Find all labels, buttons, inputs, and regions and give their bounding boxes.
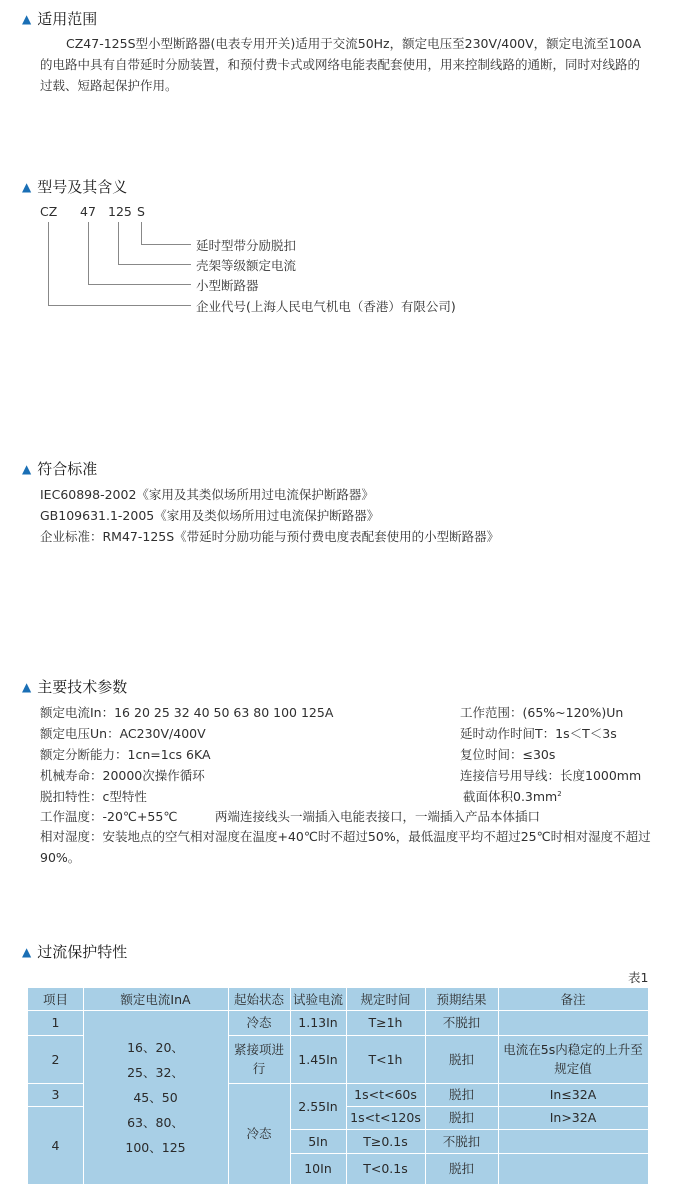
param-connection-note: 两端连接线头一端插入电能表接口，一端插入产品本体插口 — [215, 809, 541, 824]
param-humidity: 相对湿度：安装地点的空气相对湿度在温度+40℃时不超过50%，最低温度平均不超过25℃时相对湿度不超过90%。 — [40, 829, 651, 865]
table-start-state-cell: 冷态 — [246, 1126, 272, 1141]
table-header-cell: 备注 — [560, 991, 586, 1007]
section-title-standards: ▲ 符合标准 — [22, 460, 98, 478]
connector-line — [141, 222, 142, 244]
table-header-cell: 规定时间 — [360, 991, 411, 1007]
param-right: 连接信号用导线：长度1000mm — [460, 768, 642, 783]
section-title-overcurrent: ▲ 过流保护特性 — [22, 943, 128, 961]
table-header-cell: 项目 — [42, 991, 68, 1007]
triangle-bullet-icon: ▲ — [22, 945, 32, 959]
triangle-bullet-icon: ▲ — [22, 462, 32, 476]
param-temperature: 工作温度：-20℃+55℃ — [40, 809, 178, 824]
table-test-current-cell: 2.55In — [298, 1098, 338, 1114]
table-time-cell: T≥1h — [368, 1015, 403, 1030]
table-rated-current-cell: 16、20、 25、32、 45、50 63、80、 100、125 — [125, 1040, 186, 1155]
section-title-params: ▲ 主要技术参数 — [22, 678, 128, 696]
table-item-cell: 1 — [51, 1015, 60, 1030]
param-right: 截面体积$0.3mm^2$ — [463, 789, 562, 804]
standard-line: IEC60898-2002《家用及其类似场所用过电流保护断路器》 — [40, 487, 374, 502]
table-result-cell: 不脱扣 — [442, 1015, 481, 1030]
model-code-s: S — [137, 204, 145, 219]
table-start-state-cell: 冷态 — [246, 1015, 272, 1030]
model-code-cz: CZ — [40, 204, 58, 219]
table-test-current-cell: 10In — [304, 1161, 332, 1176]
table-label: 表1 — [628, 970, 649, 985]
connector-line — [88, 222, 89, 284]
table-header-cell: 起始状态 — [233, 991, 284, 1007]
table-item-cell: 3 — [51, 1087, 60, 1102]
triangle-bullet-icon: ▲ — [22, 680, 32, 694]
standard-line: GB109631.1-2005《家用及类似场所用过电流保护断路器》 — [40, 508, 380, 523]
param-left: 额定电流In：16 20 25 32 40 50 63 80 100 125A — [40, 705, 334, 720]
model-meaning-s: 延时型带分励脱扣 — [196, 238, 297, 253]
table-header-cell: 试验电流 — [292, 991, 343, 1007]
param-right: 工作范围：(65%~120%)Un — [460, 705, 624, 720]
connector-line — [118, 222, 119, 264]
param-left: 脱扣特性：c型特性 — [40, 789, 147, 804]
triangle-bullet-icon: ▲ — [22, 12, 32, 26]
param-left: 额定分断能力：1cn=1cs 6KA — [40, 747, 211, 762]
table-time-cell: 1s<t<120s — [350, 1110, 421, 1125]
table-remark-cell: In>32A — [549, 1110, 597, 1125]
table-time-cell: T<1h — [368, 1051, 403, 1067]
model-code-47: 47 — [80, 204, 96, 219]
table-time-cell: T<0.1s — [363, 1161, 408, 1176]
table-result-cell: 脱扣 — [448, 1110, 474, 1125]
param-left: 机械寿命：20000次操作循环 — [40, 768, 205, 783]
table-item-cell: 2 — [51, 1051, 60, 1067]
model-meaning-cz: 企业代号(上海人民电气机电（香港）有限公司) — [196, 299, 456, 314]
connector-line — [118, 264, 191, 265]
table-result-cell: 不脱扣 — [442, 1133, 481, 1149]
model-meaning-47: 小型断路器 — [196, 278, 259, 293]
table-remark-cell: 电流在5s内稳定的上升至规定值 — [503, 1042, 643, 1076]
model-code-125: 125 — [108, 204, 132, 219]
table-header-cell: 预期结果 — [436, 991, 487, 1007]
table-time-cell: 1s<t<60s — [354, 1087, 417, 1102]
table-test-current-cell: 5In — [308, 1133, 328, 1149]
standard-line: 企业标准：RM47-125S《带延时分励功能与预付费电度表配套使用的小型断路器》 — [40, 529, 500, 544]
param-left: 额定电压Un：AC230V/400V — [40, 726, 206, 741]
overcurrent-table — [28, 988, 648, 1184]
table-result-cell: 脱扣 — [448, 1087, 474, 1102]
table-header-cell: 额定电流InA — [120, 991, 191, 1007]
model-meaning-125: 壳架等级额定电流 — [196, 258, 297, 273]
table-result-cell: 脱扣 — [448, 1161, 474, 1176]
connector-line — [48, 222, 49, 305]
section-title-scope: ▲ 适用范围 — [22, 10, 98, 28]
table-start-state-cell: 紧接项进行 — [234, 1042, 285, 1076]
table-test-current-cell: 1.13In — [298, 1015, 338, 1030]
connector-line — [88, 284, 191, 285]
section-title-model: ▲ 型号及其含义 — [22, 178, 128, 196]
table-result-cell: 脱扣 — [448, 1051, 474, 1067]
table-time-cell: T≥0.1s — [363, 1133, 408, 1149]
table-item-cell: 4 — [51, 1137, 60, 1153]
connector-line — [141, 244, 191, 245]
scope-description: CZ47-125S型小型断路器(电表专用开关)适用于交流50Hz，额定电压至230V/400V，额定电流至100A的电路中具有自带延时分励装置，和预付费卡式或网络电能表配套使用，用来控制线路的通断，同时对线路的过载、短路起保护作用。 — [40, 36, 642, 93]
param-right: 复位时间：≤30s — [460, 747, 556, 762]
table-test-current-cell: 1.45In — [298, 1051, 338, 1067]
param-right: 延时动作时间T：1s＜T＜3s — [460, 726, 617, 741]
connector-line — [48, 305, 191, 306]
triangle-bullet-icon: ▲ — [22, 180, 32, 194]
table-remark-cell: In≤32A — [549, 1087, 597, 1102]
